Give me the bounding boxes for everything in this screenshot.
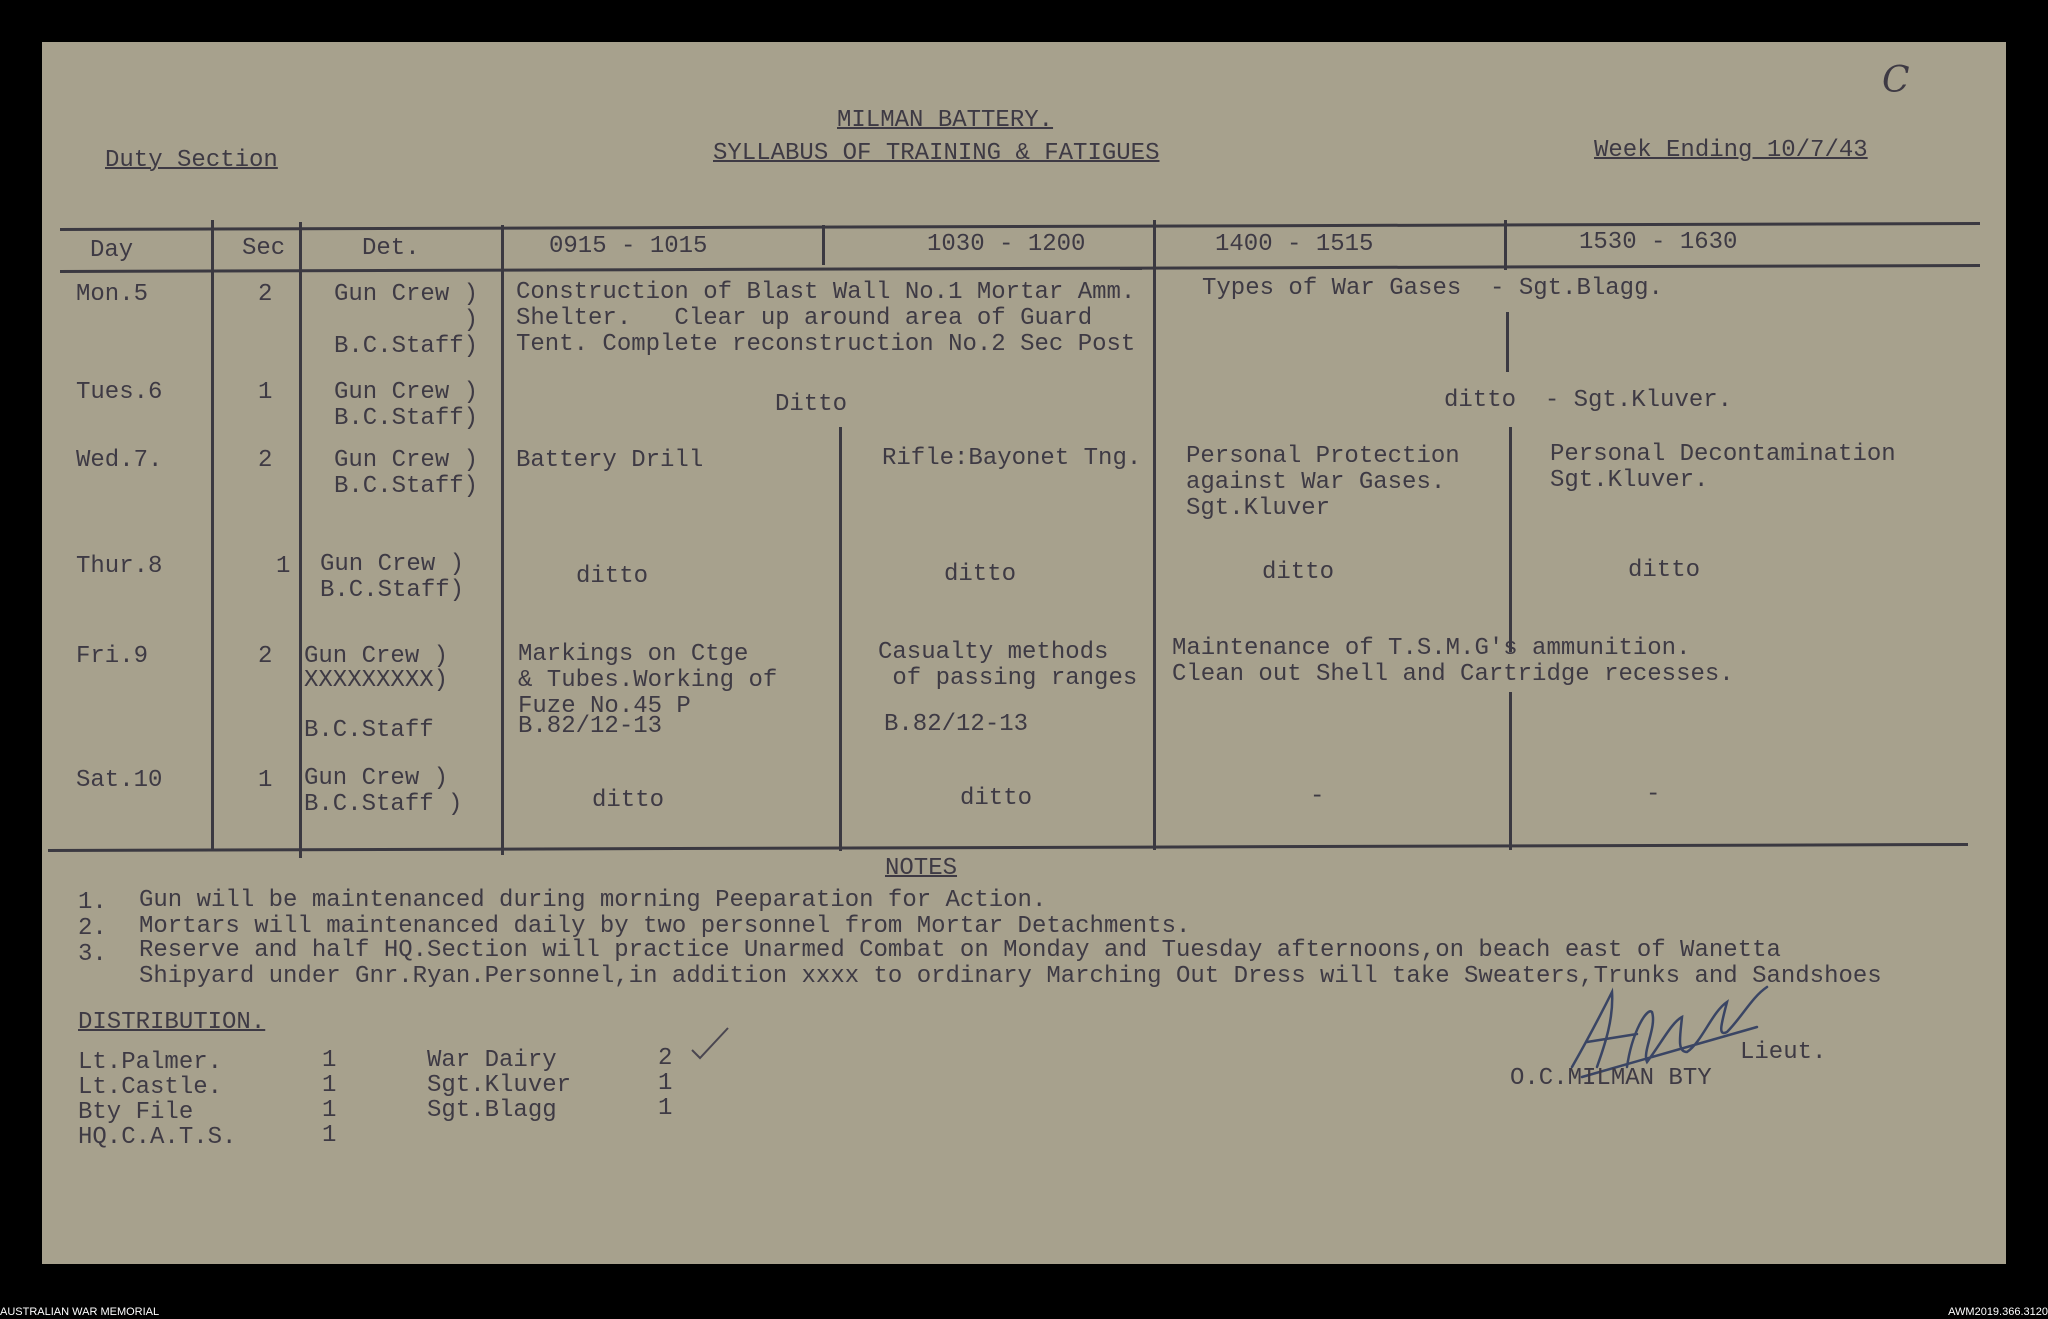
distribution-heading: DISTRIBUTION. [78, 1009, 266, 1036]
cell-tick-mark [1120, 267, 1142, 270]
col-divider-5 [1153, 220, 1156, 850]
row-period-4: ditto [1628, 557, 1701, 584]
row-det-struck: XXXXXXXXX) [304, 667, 449, 694]
row-period-3: Personal Protection against War Gases. Sgt.Kluver [1186, 443, 1460, 522]
row-day: Fri.9 [76, 643, 149, 670]
row-day: Sat.10 [76, 767, 163, 794]
distribution-qty: 1 [322, 1122, 337, 1149]
row-day: Mon.5 [76, 281, 149, 308]
document-title: MILMAN BATTERY. [837, 107, 1054, 134]
distribution-name: Sgt.Blagg [427, 1097, 557, 1124]
note-text: Reserve and half HQ.Section will practice Unarmed Combat on Monday and Tuesday afternoons,on beach east of Wanetta Shipyard under Gnr.Ryan.Personnel,in addition xxxx to ordinary Marching Out Dress will take Sweaters,Trunks and Sandshoes [139, 937, 1882, 990]
col-header-period-4: 1530 - 1630 [1579, 229, 1738, 256]
signatory-rank: Lieut. [1740, 1039, 1827, 1066]
row-period-4: - [1646, 781, 1661, 808]
col-divider-4b [839, 427, 842, 851]
week-ending-label: Week Ending 10/7/43 [1594, 137, 1868, 164]
col-divider-4 [822, 225, 825, 265]
col-divider-3 [501, 225, 504, 855]
distribution-qty: 1 [322, 1047, 337, 1074]
row-day: Thur.8 [76, 553, 163, 580]
col-divider-6d [1509, 692, 1512, 850]
distribution-qty: 1 [658, 1095, 673, 1122]
row-period-1: ditto [576, 563, 649, 590]
distribution-qty: 1 [658, 1070, 673, 1097]
row-period-2: Casualty methods of passing ranges [878, 639, 1138, 692]
note-text: Gun will be maintenanced during morning Peeparation for Action. [139, 887, 1047, 914]
row-afternoon-activity: ditto - Sgt.Kluver. [1444, 387, 1733, 414]
row-sec: 1 [258, 767, 273, 794]
row-sec: 2 [258, 447, 273, 474]
table-bottom-rule [48, 843, 1968, 852]
footer-left: AUSTRALIAN WAR MEMORIAL [0, 1306, 160, 1318]
col-divider-6 [1504, 220, 1507, 270]
row-period-3: - [1310, 783, 1325, 810]
row-sec: 2 [258, 643, 273, 670]
document-subtitle: SYLLABUS OF TRAINING & FATIGUES [713, 140, 1160, 167]
col-divider-6c [1509, 427, 1512, 652]
row-day: Tues.6 [76, 379, 163, 406]
col-divider-2 [299, 222, 302, 858]
row-det-second: B.C.Staff [304, 717, 434, 744]
document-page [42, 42, 2006, 1264]
row-sec: 1 [276, 553, 291, 580]
distribution-name: Lt.Palmer. [78, 1049, 223, 1076]
signatory-unit: O.C.MILMAN BTY [1510, 1065, 1712, 1092]
check-mark-icon [688, 1024, 732, 1064]
row-day: Wed.7. [76, 447, 163, 474]
row-det: Gun Crew ) B.C.Staff ) [304, 765, 463, 818]
col-header-period-2: 1030 - 1200 [927, 231, 1086, 258]
row-det: Gun Crew ) B.C.Staff) [334, 447, 479, 500]
distribution-name: Sgt.Kluver [427, 1072, 572, 1099]
row-period-2: Rifle:Bayonet Tng. [882, 445, 1142, 472]
row-period-1-ref: B.82/12-13 [518, 713, 663, 740]
row-det: Gun Crew ) ) B.C.Staff) [334, 281, 479, 360]
row-morning-activity: Ditto [775, 391, 848, 418]
row-period-2: ditto [960, 785, 1033, 812]
distribution-qty: 1 [322, 1072, 337, 1099]
col-header-sec: Sec [242, 235, 286, 262]
note-text: Mortars will maintenanced daily by two personnel from Mortar Detachments. [139, 913, 1191, 940]
col-header-day: Day [90, 237, 134, 264]
row-det: Gun Crew ) [304, 643, 449, 670]
col-header-period-1: 0915 - 1015 [549, 233, 708, 260]
row-det: Gun Crew ) B.C.Staff) [334, 379, 479, 432]
table-header-rule [60, 264, 1980, 273]
row-period-4: Personal Decontamination Sgt.Kluver. [1550, 441, 1896, 494]
row-period-2-ref: B.82/12-13 [884, 711, 1029, 738]
notes-heading: NOTES [885, 855, 958, 882]
note-number: 3. [78, 941, 107, 968]
row-period-2: ditto [944, 561, 1017, 588]
row-period-1: Markings on Ctge & Tubes.Working of Fuze No.45 P [518, 641, 778, 720]
row-sec: 1 [258, 379, 273, 406]
distribution-name: Lt.Castle. [78, 1074, 223, 1101]
distribution-name: Bty File [78, 1099, 194, 1126]
row-afternoon-activity: Types of War Gases - Sgt.Blagg. [1202, 275, 1663, 302]
row-morning-activity: Construction of Blast Wall No.1 Mortar Amm. Shelter. Clear up around area of Guard Tent. Complete reconstruction No.2 Sec Post [516, 279, 1136, 358]
duty-section-label: Duty Section [105, 147, 278, 174]
col-header-period-3: 1400 - 1515 [1215, 231, 1374, 258]
distribution-name: War Dairy [427, 1047, 557, 1074]
row-det: Gun Crew ) B.C.Staff) [320, 551, 465, 604]
row-sec: 2 [258, 281, 273, 308]
distribution-name: HQ.C.A.T.S. [78, 1124, 237, 1151]
note-number: 1. [78, 889, 107, 916]
row-period-3: ditto [1262, 559, 1335, 586]
col-divider-1 [211, 220, 214, 850]
corner-mark: C [1882, 60, 1910, 101]
distribution-qty: 1 [322, 1097, 337, 1124]
row-afternoon-activity: Maintenance of T.S.M.G's ammunition. Clean out Shell and Cartridge recesses. [1172, 635, 1734, 688]
row-period-1: ditto [592, 787, 665, 814]
note-number: 2. [78, 915, 107, 942]
distribution-qty: 2 [658, 1045, 673, 1072]
col-divider-6b [1506, 312, 1509, 372]
row-period-1: Battery Drill [516, 447, 704, 474]
col-header-det: Det. [362, 235, 420, 262]
footer-right: AWM2019.366.3120 [1948, 1306, 2048, 1318]
